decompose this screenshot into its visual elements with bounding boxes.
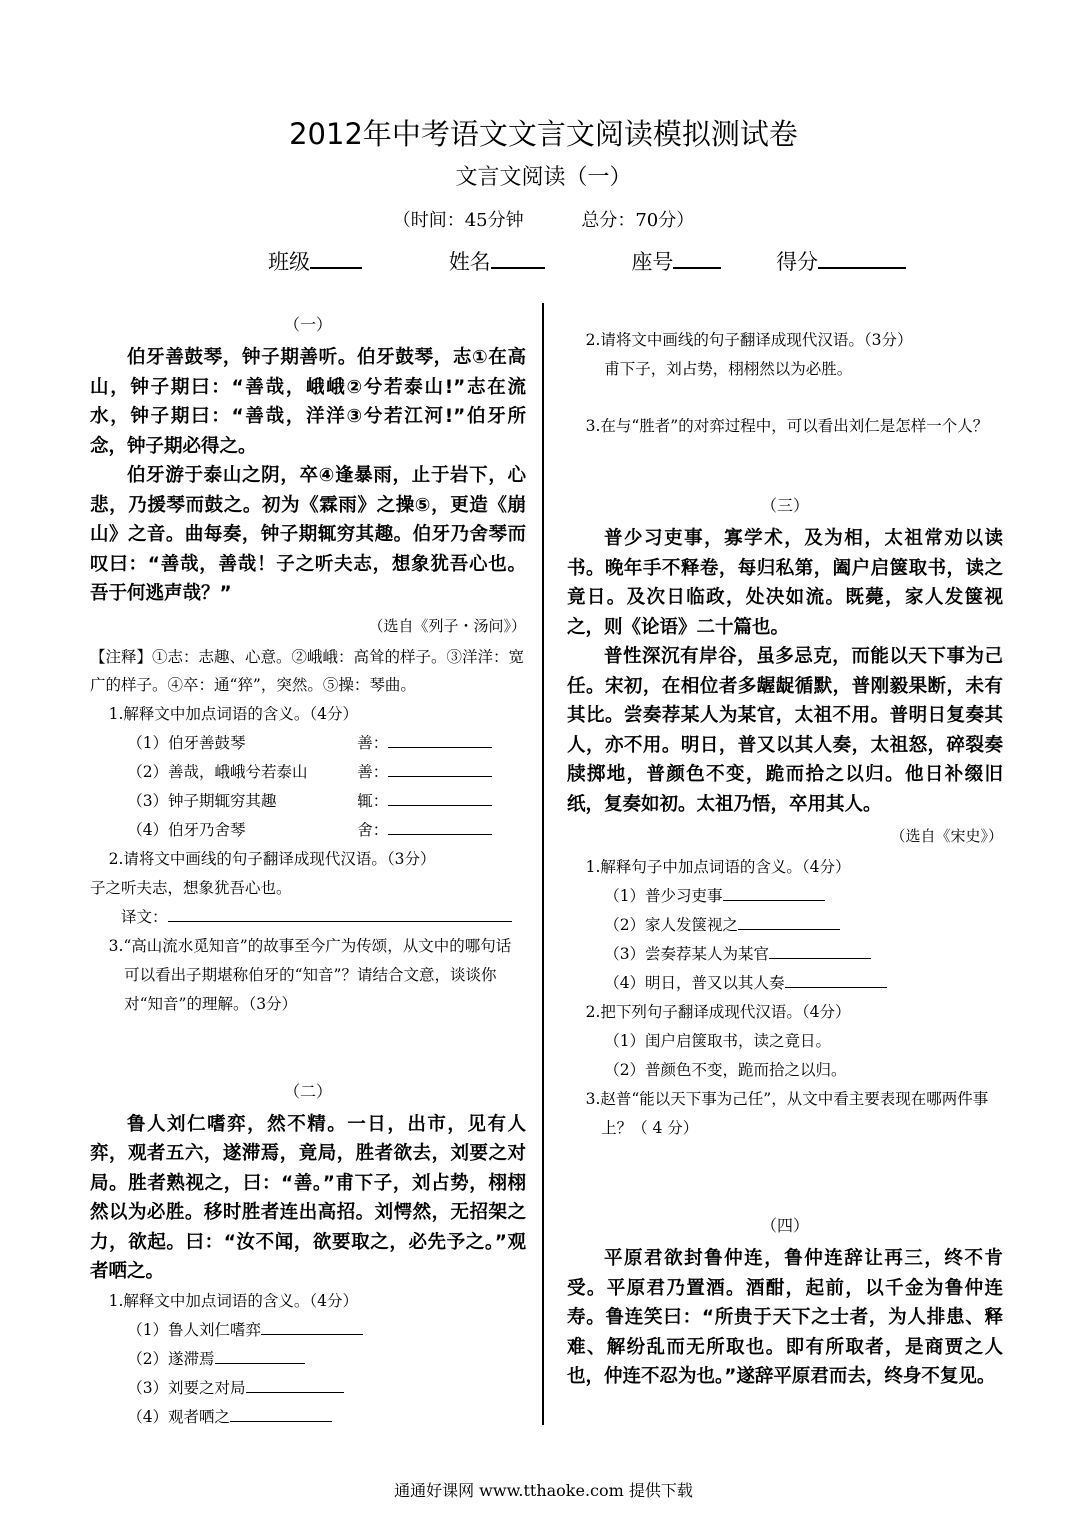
question-item: （1）闺户启箧取书，读之竟日。 [604,1032,832,1050]
score-text: 总分：70分） [581,210,695,231]
answer-blank[interactable] [738,911,840,930]
section-3-question-1: 1.解释句子中加点词语的含义。（4分） [585,858,851,876]
question-item: （2）遂滞焉 [90,1345,526,1374]
question-item: （2）家人发箧视之 [567,911,1003,940]
question-item: （3）刘要之对局 [90,1374,526,1403]
question-item: （4）伯牙乃舍琴 舍： [90,816,526,845]
name-field[interactable]: 姓名 [449,246,545,276]
section-1-question-1: 1.解释文中加点词语的含义。（4分） [108,704,358,723]
question-item: （4）明日，普又以其人奏 [567,969,1003,998]
question-item: （1）鲁人刘仁嗜弈 [90,1316,526,1345]
answer-blank[interactable] [785,969,887,988]
question-item: （4）观者哂之 [90,1403,526,1432]
time-score-line [0,206,1087,232]
section-2-question-2: 2.请将文中画线的句子翻译成现代汉语。（3分） [585,331,913,349]
section-2-paragraph: 鲁人刘仁嗜弈，然不精。一日，出市，见有人弈，观者五六，遂滞焉，竟局，胜者欲去，刘要之对局。胜者熟视之，曰：“善。”甫下子，刘占势，栩栩然以为必胜。移时胜者连出高招。刘愕然，无招架之力，欲起。曰：“汝不闻，欲要取之，必先予之。”观者哂之。 [90,1113,526,1282]
question-item: （1）伯牙善鼓琴 善： [90,729,526,758]
answer-blank[interactable] [261,1316,363,1335]
answer-blank[interactable] [388,729,492,748]
answer-blank[interactable] [215,1345,305,1364]
answer-blank[interactable] [388,758,492,777]
answer-blank[interactable] [246,1374,344,1393]
section-1-question-2: 2.请将文中画线的句子翻译成现代汉语。（3分） [108,849,436,868]
section-3-source: （选自《宋史》） [890,827,1003,845]
section-2-question-3: 3.在与“胜者”的对弈过程中，可以看出刘仁是怎样一个人？ [585,417,989,435]
section-1-notes: 【注释】①志：志趣、心意。②峨峨：高耸的样子。③洋洋：宽广的样子。④卒：通“猝”，突然。⑤操：琴曲。 [90,647,525,694]
answer-blank[interactable] [769,940,871,959]
answer-blank[interactable] [230,1403,332,1422]
time-text: （时间：45分钟 [392,210,524,231]
section-2-sentence: 甫下子，刘占势，栩栩然以为必胜。 [604,360,853,378]
section-1-paragraph-2: 伯牙游于泰山之阴，卒④逢暴雨，止于岩下，心悲，乃援琴而鼓之。初为《霖雨》之操⑤，更造《崩山》之音。曲每奏，钟子期辄穷其趣。伯牙乃舍琴而叹曰：“善哉，善哉！子之听夫志，想象犹吾心也。吾于何逃声哉？” [90,465,526,604]
left-column [90,312,526,1432]
page-subtitle: 文言文阅读（一） [455,165,632,190]
column-divider [542,303,544,1425]
section-1-paragraph-1: 伯牙善鼓琴，钟子期善听。伯牙鼓琴，志①在高山，钟子期曰：“善哉，峨峨②兮若泰山!”志在流水，钟子期曰：“善哉，洋洋③兮若江河!”伯牙所念，钟子期必得之。 [90,347,526,457]
section-3-paragraph-1: 普少习吏事，寡学术，及为相，太祖常劝以读书。晚年手不释卷，每归私第，阖户启箧取书，读之竟日。及次日临政，处决如流。既薨，家人发箧视之，则《论语》二十篇也。 [567,528,1003,638]
answer-blank[interactable] [388,816,492,835]
section-3-question-3: 3.赵普“能以天下事为己任”，从文中看主要表现在哪两件事上？（ 4 分） [585,1090,989,1137]
translation-blank[interactable] [168,903,512,922]
class-field[interactable]: 班级 [268,246,362,276]
question-item: （2）善哉，峨峨兮若泰山 善： [90,758,526,787]
translation-line: 译文： [90,903,526,932]
answer-blank[interactable] [723,882,825,901]
section-3-question-2: 2.把下列句子翻译成现代汉语。（4分） [585,1003,851,1021]
section-1-question-3: 3.“高山流水觅知音”的故事至今广为传颂，从文中的哪句话可以看出子期堪称伯牙的“知音”？请结合文意，谈谈你对“知音”的理解。（3分） [108,936,512,1013]
footer-credit: 通通好课网 www.tthaoke.com 提供下载 [394,1481,693,1500]
section-1-source: （选自《列子・汤问》） [368,616,526,635]
student-info-line [268,246,968,276]
question-item: （1）普少习吏事 [567,882,1003,911]
right-column [567,326,1003,1392]
page-title: 2012年中考语文文言文阅读模拟测试卷 [289,117,798,151]
question-item: （2）普颜色不变，跪而拾之以归。 [604,1061,847,1079]
section-1-heading: （一） [283,315,332,334]
section-4-heading: （四） [760,1216,809,1235]
question-item: （3）钟子期辄穷其趣 辄： [90,787,526,816]
section-3-paragraph-2: 普性深沉有岸谷，虽多忌克，而能以天下事为己任。宋初，在相位者多龌龊循默，普刚毅果断，未有其比。尝奏荐某人为某官，太祖不用。普明日复奏其人，亦不用。明日，普又以其人奏，太祖怒，碎裂奏牍掷地，普颜色不变，跪而拾之以归。他日补缀旧纸，复奏如初。太祖乃悟，卒用其人。 [567,646,1003,815]
section-4-paragraph: 平原君欲封鲁仲连，鲁仲连辞让再三，终不肯受。平原君乃置酒。酒酣，起前，以千金为鲁仲连寿。鲁连笑曰：“所贵于天下之士者，为人排患、释难、解纷乱而无所取也。即有所取者，是商贾之人也，仲连不忍为也。”遂辞平原君而去，终身不复见。 [567,1248,1003,1387]
section-3-heading: （三） [760,496,809,515]
section-1-sentence: 子之听夫志，想象犹吾心也。 [90,878,292,897]
section-2-heading: （二） [283,1081,332,1101]
section-2-question-1: 1.解释文中加点词语的含义。（4分） [108,1291,358,1310]
question-item: （3）尝奏荐某人为某官 [567,940,1003,969]
score-field[interactable]: 得分 [776,246,906,276]
seat-field[interactable]: 座号 [631,246,721,276]
answer-blank[interactable] [388,787,492,806]
